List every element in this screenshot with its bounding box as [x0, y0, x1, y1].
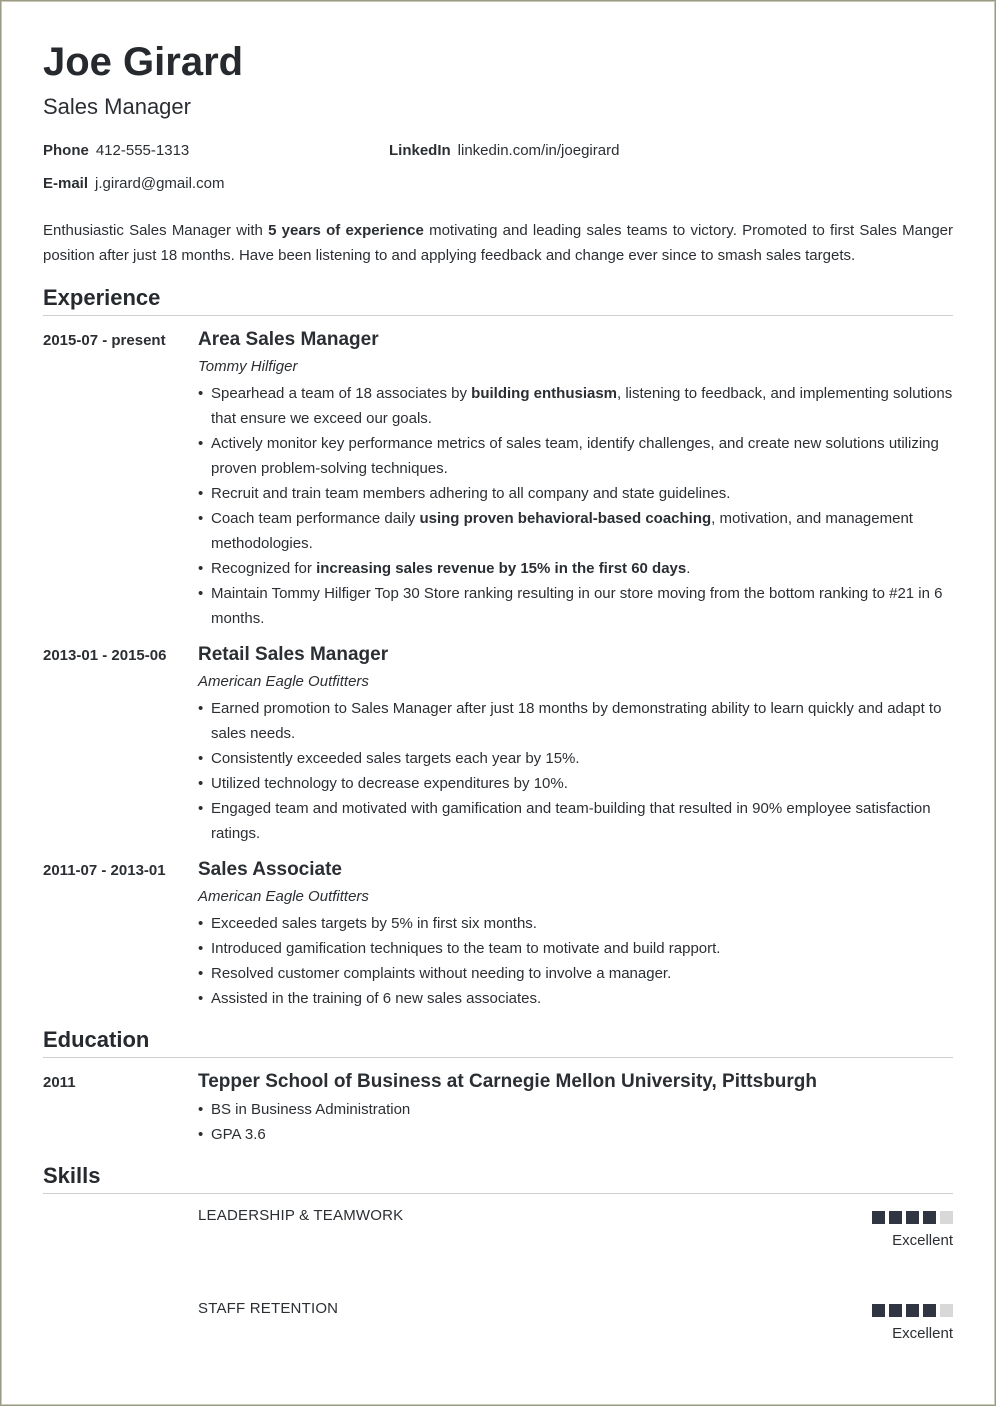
job-title: Retail Sales Manager	[198, 644, 389, 665]
bullet-item	[198, 1097, 953, 1122]
bullet-item	[198, 986, 953, 1011]
candidate-name: Joe Girard	[43, 40, 244, 84]
bullet-item	[198, 481, 953, 506]
rating-dot-filled	[906, 1304, 919, 1317]
bullet-text: Coach team performance daily	[211, 510, 420, 527]
experience-heading: Experience	[43, 285, 953, 316]
bullet-list	[198, 1097, 953, 1147]
education-entry	[43, 1070, 953, 1147]
rating-dot-filled	[872, 1304, 885, 1317]
education-list	[43, 1070, 953, 1147]
contact-email	[43, 175, 224, 192]
rating-dot-filled	[923, 1211, 936, 1224]
linkedin-label: LinkedIn	[389, 142, 451, 159]
skills-list	[43, 1206, 953, 1380]
bullet-highlight: increasing sales revenue by 15% in the first 60 days	[316, 560, 687, 577]
bullet-item	[198, 961, 953, 986]
bullet-item	[198, 771, 953, 796]
job-title: Sales Associate	[198, 859, 342, 880]
experience-date: 2013-01 - 2015-06	[43, 647, 167, 664]
rating-dot-filled	[906, 1211, 919, 1224]
experience-date: 2015-07 - present	[43, 332, 166, 349]
education-heading: Education	[43, 1027, 953, 1058]
rating-dot-filled	[889, 1211, 902, 1224]
company-name: American Eagle Outfitters	[198, 888, 369, 905]
resume	[43, 38, 953, 1380]
bullet-highlight: building enthusiasm	[471, 385, 618, 402]
bullet-text: Recruit and train team members adhering to all company and state guidelines.	[211, 485, 731, 502]
phone-label: Phone	[43, 142, 89, 159]
bullet-text: Introduced gamification techniques to the team to motivate and build rapport.	[211, 940, 721, 957]
experience-entry	[43, 858, 953, 1011]
skills-heading: Skills	[43, 1163, 953, 1194]
summary-highlight: 5 years of experience	[268, 222, 424, 239]
school-name: Tepper School of Business at Carnegie Mellon University, Pittsburgh	[198, 1071, 818, 1092]
summary	[43, 218, 953, 268]
skill-level: Excellent	[892, 1232, 953, 1249]
contact-linkedin	[389, 142, 619, 159]
bullet-item	[198, 696, 953, 746]
bullet-item	[198, 911, 953, 936]
email-label: E-mail	[43, 175, 89, 192]
bullet-list	[198, 381, 953, 631]
bullet-text: Earned promotion to Sales Manager after just 18 months by demonstrating ability to learn quickly and adapt to sales needs.	[211, 700, 942, 742]
bullet-text: Utilized technology to decrease expenditures by 10%.	[211, 775, 568, 792]
phone-value: 412-555-1313	[95, 142, 190, 159]
skill-item	[43, 1206, 953, 1287]
skill-rating	[872, 1304, 953, 1317]
bullet-item	[198, 381, 953, 431]
bullet-item	[198, 936, 953, 961]
company-name: American Eagle Outfitters	[198, 673, 369, 690]
summary-text-before: Enthusiastic Sales Manager with	[43, 222, 269, 239]
bullet-text: Engaged team and motivated with gamification and team-building that resulted in 90% employee satisfaction ratings.	[211, 800, 931, 842]
bullet-item	[198, 431, 953, 481]
bullet-item	[198, 1122, 953, 1147]
bullet-item	[198, 796, 953, 846]
skill-name: STAFF RETENTION	[198, 1300, 339, 1317]
bullet-list	[198, 911, 953, 1011]
rating-dot-filled	[889, 1304, 902, 1317]
bullet-text: Maintain Tommy Hilfiger Top 30 Store ranking resulting in our store moving from the bottom ranking to #21 in 6 months.	[211, 585, 943, 627]
bullet-highlight: using proven behavioral-based coaching	[419, 510, 712, 527]
email-link[interactable]: j.girard@gmail.com	[95, 175, 225, 192]
bullet-text: Exceeded sales targets by 5% in first six months.	[211, 915, 537, 932]
education-date: 2011	[43, 1074, 76, 1091]
experience-list	[43, 328, 953, 1011]
bullet-text: , listening to feedback, and implementing solutions that ensure we exceed our goals.	[211, 385, 953, 427]
rating-dot-empty	[940, 1211, 953, 1224]
rating-dot-filled	[923, 1304, 936, 1317]
bullet-text: Actively monitor key performance metrics of sales team, identify challenges, and create new solutions utilizing proven problem-solving techniques.	[211, 435, 939, 477]
bullet-text: Resolved customer complaints without needing to involve a manager.	[211, 965, 672, 982]
bullet-text: GPA 3.6	[211, 1126, 266, 1143]
skill-level: Excellent	[892, 1325, 953, 1342]
bullet-text: Assisted in the training of 6 new sales associates.	[211, 990, 542, 1007]
job-title: Area Sales Manager	[198, 329, 379, 350]
bullet-list	[198, 696, 953, 846]
rating-dot-filled	[872, 1211, 885, 1224]
summary-text-after: motivating and leading sales teams to victory. Promoted to first Sales Manger position after just 18 months. Have been listening to and applying feedback and change ever since to smash sales targets.	[43, 222, 954, 264]
bullet-item	[198, 506, 953, 556]
bullet-text: Recognized for	[211, 560, 317, 577]
contact-info	[43, 140, 953, 200]
skill-name: LEADERSHIP & TEAMWORK	[198, 1207, 404, 1224]
bullet-text: Consistently exceeded sales targets each year by 15%.	[211, 750, 580, 767]
skill-item	[43, 1299, 953, 1380]
bullet-text: Spearhead a team of 18 associates by	[211, 385, 472, 402]
rating-dot-empty	[940, 1304, 953, 1317]
bullet-text: BS in Business Administration	[211, 1101, 411, 1118]
experience-entry	[43, 643, 953, 846]
bullet-text: .	[686, 560, 691, 577]
bullet-text: , motivation, and management methodologies.	[211, 510, 913, 552]
bullet-item	[198, 746, 953, 771]
experience-entry	[43, 328, 953, 631]
skill-rating	[872, 1211, 953, 1224]
contact-phone	[43, 142, 189, 159]
linkedin-link[interactable]: linkedin.com/in/joegirard	[457, 142, 620, 159]
bullet-item	[198, 556, 953, 581]
bullet-item	[198, 581, 953, 631]
company-name: Tommy Hilfiger	[198, 358, 298, 375]
experience-date: 2011-07 - 2013-01	[43, 862, 166, 879]
candidate-title: Sales Manager	[43, 94, 191, 119]
